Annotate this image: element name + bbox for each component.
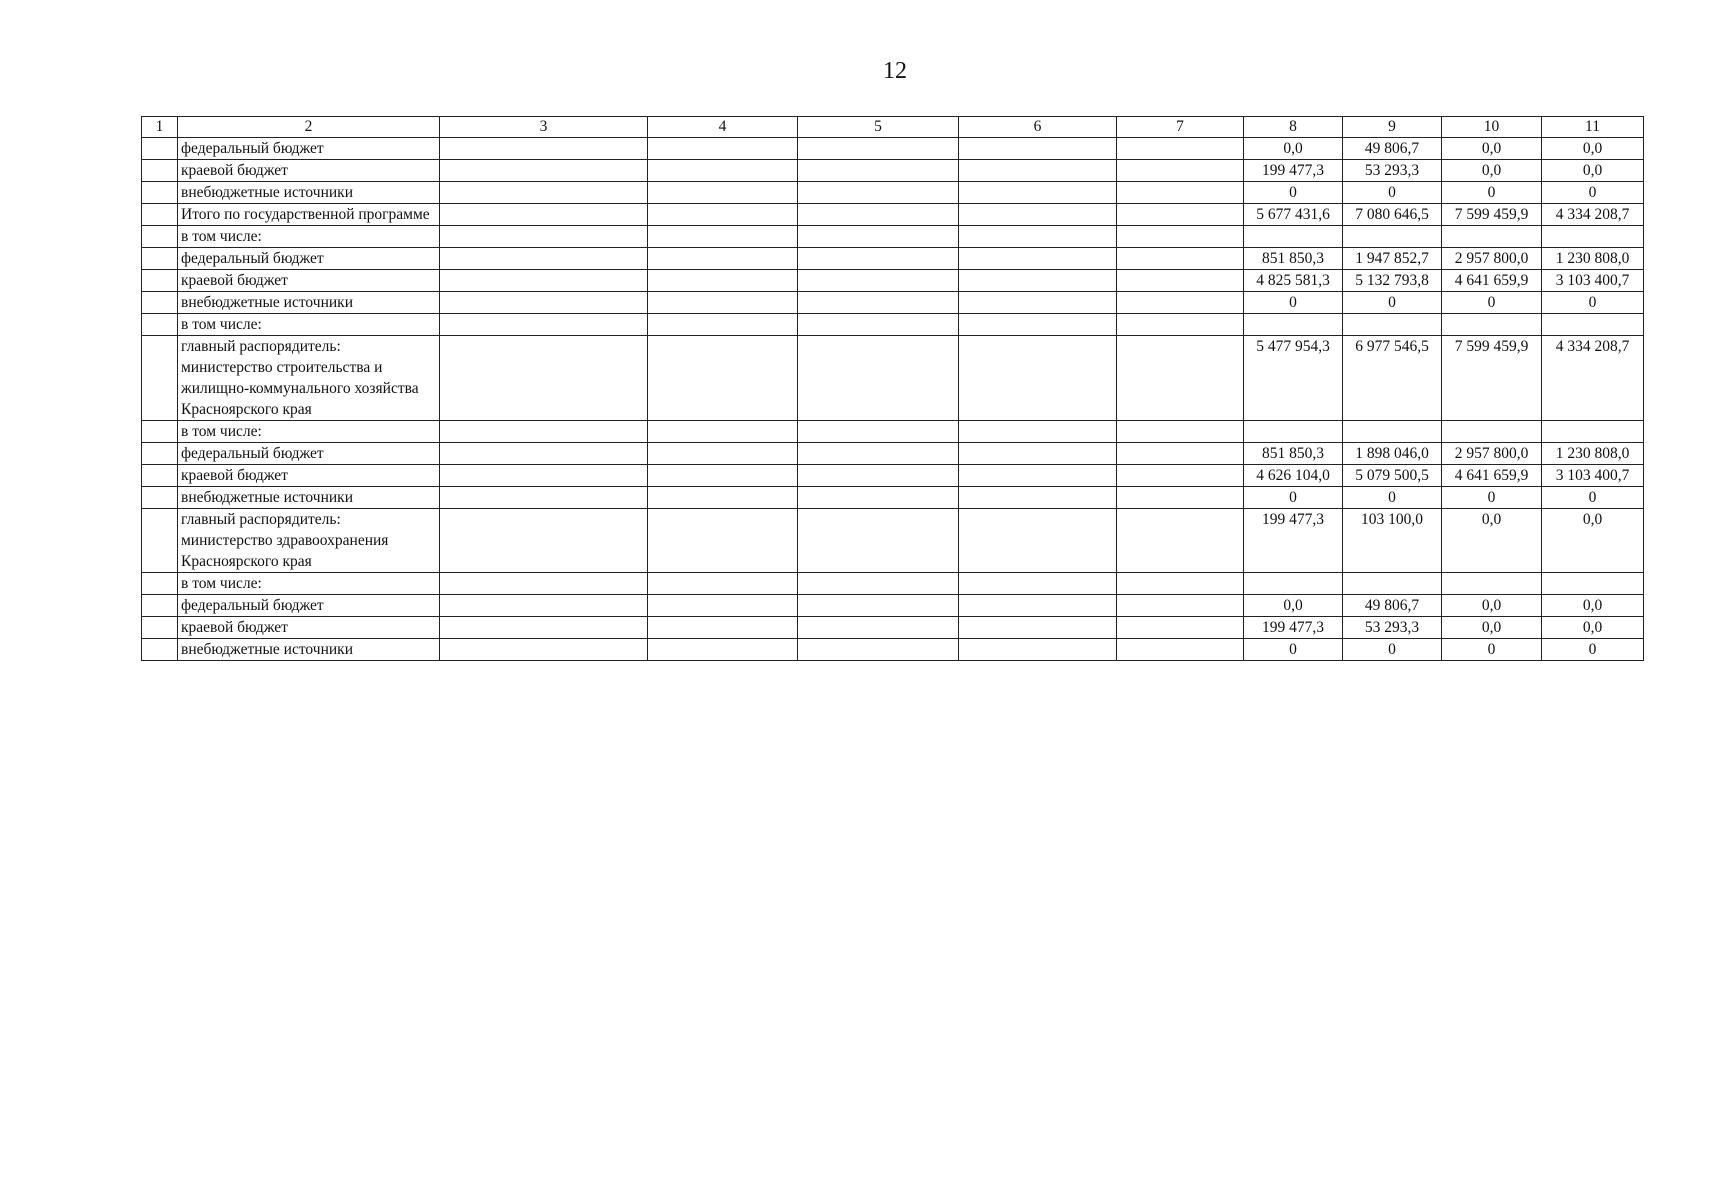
value-cell: 1 898 046,0 [1343,443,1442,465]
empty-cell [648,138,798,160]
value-cell: 851 850,3 [1244,443,1343,465]
row-label: в том числе: [178,314,440,336]
row-number-cell [142,421,178,443]
empty-cell [1117,487,1244,509]
value-cell: 0,0 [1244,138,1343,160]
empty-cell [440,292,648,314]
empty-cell [440,421,648,443]
table-row [142,487,1644,509]
value-cell [1442,573,1542,595]
value-cell: 0 [1542,639,1644,661]
empty-cell [1117,270,1244,292]
column-header: 1 [142,117,178,138]
row-number-cell [142,248,178,270]
empty-cell [798,138,959,160]
empty-cell [648,595,798,617]
value-cell: 0 [1343,639,1442,661]
empty-cell [1117,421,1244,443]
table-row [142,182,1644,204]
empty-cell [798,182,959,204]
empty-cell [798,226,959,248]
empty-cell [798,314,959,336]
value-cell: 0 [1343,182,1442,204]
row-label: внебюджетные источники [178,292,440,314]
row-label: федеральный бюджет [178,138,440,160]
value-cell: 49 806,7 [1343,595,1442,617]
empty-cell [648,270,798,292]
empty-cell [959,248,1117,270]
empty-cell [440,639,648,661]
row-number-cell [142,465,178,487]
empty-cell [959,509,1117,573]
value-cell [1244,314,1343,336]
value-cell: 53 293,3 [1343,617,1442,639]
empty-cell [648,487,798,509]
value-cell: 0 [1542,487,1644,509]
empty-cell [440,138,648,160]
empty-cell [959,160,1117,182]
table-row [142,573,1644,595]
page-number: 12 [883,58,907,84]
empty-cell [798,248,959,270]
table-row [142,443,1644,465]
value-cell: 0,0 [1542,138,1644,160]
table-row [142,248,1644,270]
value-cell: 103 100,0 [1343,509,1442,573]
empty-cell [959,465,1117,487]
value-cell [1442,421,1542,443]
value-cell: 0,0 [1442,138,1542,160]
value-cell: 1 947 852,7 [1343,248,1442,270]
empty-cell [440,617,648,639]
empty-cell [959,487,1117,509]
empty-cell [959,443,1117,465]
row-number-cell [142,226,178,248]
row-number-cell [142,138,178,160]
empty-cell [959,336,1117,421]
empty-cell [1117,336,1244,421]
empty-cell [648,421,798,443]
empty-cell [648,226,798,248]
empty-cell [798,509,959,573]
empty-cell [1117,314,1244,336]
row-number-cell [142,595,178,617]
value-cell: 0 [1244,487,1343,509]
value-cell: 1 230 808,0 [1542,443,1644,465]
table-row [142,204,1644,226]
value-cell: 2 957 800,0 [1442,248,1542,270]
row-number-cell [142,270,178,292]
empty-cell [440,270,648,292]
table-row [142,595,1644,617]
value-cell: 0,0 [1442,617,1542,639]
empty-cell [440,204,648,226]
value-cell: 7 599 459,9 [1442,336,1542,421]
row-number-cell [142,443,178,465]
value-cell: 0,0 [1542,160,1644,182]
value-cell [1343,573,1442,595]
value-cell: 3 103 400,7 [1542,270,1644,292]
empty-cell [648,509,798,573]
value-cell: 5 477 954,3 [1244,336,1343,421]
row-label: в том числе: [178,226,440,248]
row-number-cell [142,617,178,639]
value-cell [1442,314,1542,336]
empty-cell [1117,204,1244,226]
empty-cell [1117,509,1244,573]
value-cell: 49 806,7 [1343,138,1442,160]
value-cell: 0 [1244,292,1343,314]
empty-cell [648,248,798,270]
value-cell: 0 [1442,639,1542,661]
empty-cell [440,465,648,487]
value-cell: 5 132 793,8 [1343,270,1442,292]
empty-cell [798,639,959,661]
empty-cell [440,443,648,465]
table-row [142,465,1644,487]
value-cell: 4 825 581,3 [1244,270,1343,292]
empty-cell [798,595,959,617]
row-label: краевой бюджет [178,617,440,639]
row-label: внебюджетные источники [178,182,440,204]
column-header: 5 [798,117,959,138]
empty-cell [798,160,959,182]
empty-cell [440,487,648,509]
empty-cell [1117,182,1244,204]
row-number-cell [142,314,178,336]
value-cell: 0 [1244,182,1343,204]
value-cell [1542,421,1644,443]
value-cell: 4 641 659,9 [1442,465,1542,487]
value-cell: 2 957 800,0 [1442,443,1542,465]
budget-table [141,116,1644,661]
value-cell: 5 079 500,5 [1343,465,1442,487]
table-row [142,226,1644,248]
value-cell [1244,573,1343,595]
empty-cell [1117,226,1244,248]
row-label: главный распорядитель: министерство здравоохранения Красноярского края [178,509,440,573]
row-number-cell [142,160,178,182]
empty-cell [1117,465,1244,487]
value-cell [1343,421,1442,443]
value-cell: 0 [1244,639,1343,661]
value-cell: 199 477,3 [1244,617,1343,639]
row-label: краевой бюджет [178,270,440,292]
table-row [142,270,1644,292]
empty-cell [440,248,648,270]
empty-cell [1117,248,1244,270]
empty-cell [648,639,798,661]
value-cell [1343,226,1442,248]
empty-cell [959,314,1117,336]
value-cell: 5 677 431,6 [1244,204,1343,226]
empty-cell [1117,292,1244,314]
empty-cell [959,226,1117,248]
column-header: 11 [1542,117,1644,138]
row-number-cell [142,292,178,314]
empty-cell [959,138,1117,160]
table-row [142,617,1644,639]
value-cell: 0 [1343,292,1442,314]
value-cell: 851 850,3 [1244,248,1343,270]
value-cell: 0 [1442,292,1542,314]
value-cell: 4 641 659,9 [1442,270,1542,292]
row-label: краевой бюджет [178,465,440,487]
empty-cell [648,617,798,639]
row-label: внебюджетные источники [178,487,440,509]
value-cell [1244,421,1343,443]
row-label: в том числе: [178,421,440,443]
value-cell: 199 477,3 [1244,509,1343,573]
table-row [142,160,1644,182]
value-cell: 0,0 [1542,595,1644,617]
empty-cell [959,421,1117,443]
empty-cell [440,314,648,336]
value-cell: 7 080 646,5 [1343,204,1442,226]
row-label: федеральный бюджет [178,443,440,465]
row-label: в том числе: [178,573,440,595]
empty-cell [1117,595,1244,617]
table-header-row [142,117,1644,138]
value-cell: 0 [1542,292,1644,314]
value-cell: 53 293,3 [1343,160,1442,182]
empty-cell [1117,639,1244,661]
empty-cell [440,226,648,248]
table-row [142,421,1644,443]
table-row [142,292,1644,314]
column-header: 8 [1244,117,1343,138]
empty-cell [648,443,798,465]
column-header: 10 [1442,117,1542,138]
row-label: федеральный бюджет [178,248,440,270]
value-cell: 4 626 104,0 [1244,465,1343,487]
empty-cell [440,509,648,573]
row-label: краевой бюджет [178,160,440,182]
row-number-cell [142,573,178,595]
value-cell: 0 [1542,182,1644,204]
empty-cell [959,270,1117,292]
empty-cell [798,617,959,639]
table-row [142,138,1644,160]
empty-cell [798,421,959,443]
empty-cell [798,573,959,595]
value-cell: 1 230 808,0 [1542,248,1644,270]
row-number-cell [142,182,178,204]
value-cell: 0,0 [1442,509,1542,573]
value-cell: 0,0 [1442,160,1542,182]
empty-cell [648,336,798,421]
value-cell: 6 977 546,5 [1343,336,1442,421]
empty-cell [648,573,798,595]
table-row [142,509,1644,573]
empty-cell [648,204,798,226]
row-number-cell [142,509,178,573]
empty-cell [1117,443,1244,465]
value-cell [1244,226,1343,248]
row-number-cell [142,204,178,226]
empty-cell [440,336,648,421]
empty-cell [440,573,648,595]
empty-cell [798,336,959,421]
row-number-cell [142,639,178,661]
value-cell: 0 [1343,487,1442,509]
empty-cell [648,182,798,204]
empty-cell [798,204,959,226]
empty-cell [648,314,798,336]
empty-cell [959,617,1117,639]
empty-cell [648,160,798,182]
value-cell [1542,314,1644,336]
empty-cell [798,270,959,292]
empty-cell [648,465,798,487]
empty-cell [440,160,648,182]
empty-cell [959,204,1117,226]
value-cell: 0 [1442,182,1542,204]
column-header: 4 [648,117,798,138]
row-label: главный распорядитель: министерство строительства и жилищно-коммунального хозяйства Красноярского края [178,336,440,421]
value-cell [1343,314,1442,336]
column-header: 9 [1343,117,1442,138]
value-cell: 199 477,3 [1244,160,1343,182]
column-header: 7 [1117,117,1244,138]
empty-cell [1117,160,1244,182]
value-cell: 0,0 [1244,595,1343,617]
empty-cell [959,182,1117,204]
value-cell: 4 334 208,7 [1542,204,1644,226]
empty-cell [959,639,1117,661]
value-cell: 0,0 [1542,617,1644,639]
column-header: 3 [440,117,648,138]
empty-cell [959,595,1117,617]
table-row [142,336,1644,421]
value-cell: 0,0 [1442,595,1542,617]
empty-cell [648,292,798,314]
row-number-cell [142,336,178,421]
column-header: 6 [959,117,1117,138]
table-row [142,639,1644,661]
value-cell: 3 103 400,7 [1542,465,1644,487]
empty-cell [1117,617,1244,639]
row-number-cell [142,487,178,509]
empty-cell [798,443,959,465]
value-cell [1442,226,1542,248]
row-label: федеральный бюджет [178,595,440,617]
empty-cell [959,573,1117,595]
column-header: 2 [178,117,440,138]
row-label: Итого по государственной программе [178,204,440,226]
empty-cell [1117,573,1244,595]
value-cell [1542,226,1644,248]
empty-cell [440,182,648,204]
empty-cell [798,465,959,487]
value-cell: 7 599 459,9 [1442,204,1542,226]
empty-cell [440,595,648,617]
value-cell: 0,0 [1542,509,1644,573]
empty-cell [959,292,1117,314]
empty-cell [1117,138,1244,160]
value-cell: 0 [1442,487,1542,509]
row-label: внебюджетные источники [178,639,440,661]
value-cell: 4 334 208,7 [1542,336,1644,421]
empty-cell [798,292,959,314]
empty-cell [798,487,959,509]
value-cell [1542,573,1644,595]
table-row [142,314,1644,336]
